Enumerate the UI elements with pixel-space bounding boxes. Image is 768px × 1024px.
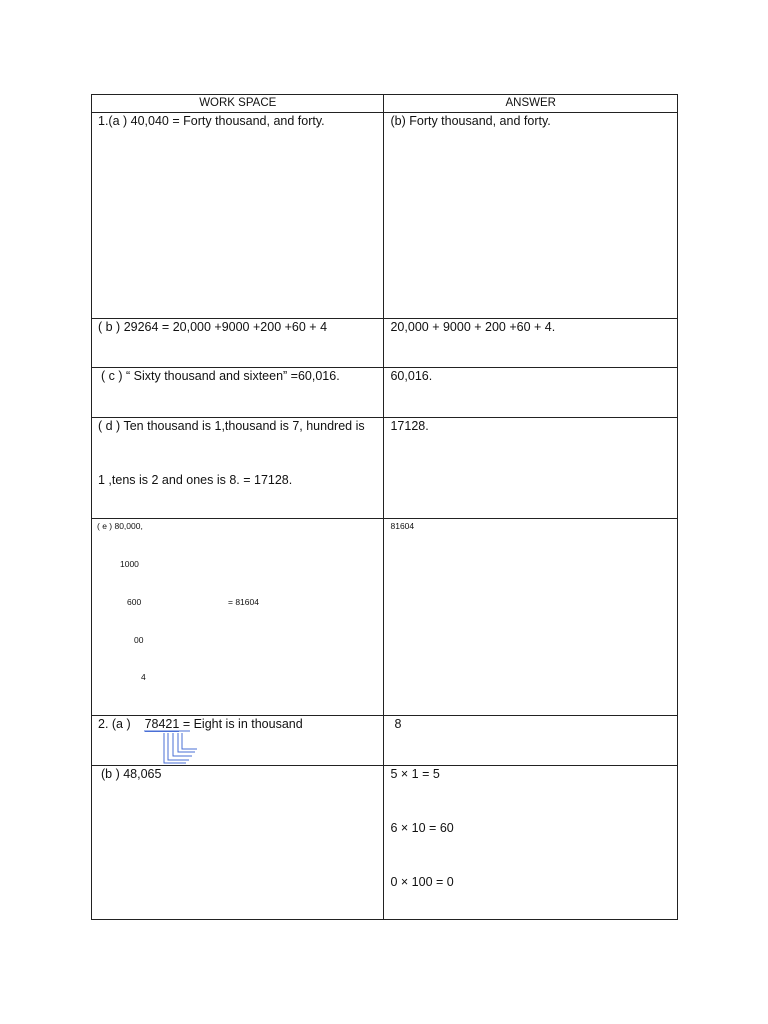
answer-text-1b: 20,000 + 9000 + 200 +60 + 4. — [390, 320, 556, 334]
table-row — [92, 716, 678, 766]
table-row — [92, 319, 678, 368]
answer-text-1c: 60,016. — [390, 369, 433, 383]
table-row — [92, 368, 678, 418]
work-text-1c: ( c ) “ Sixty thousand and sixteen” =60,016. — [101, 369, 340, 383]
answer-cell-1a — [384, 113, 678, 319]
answer-text-2a: 8 — [394, 717, 402, 731]
work-text-1e-line: 600 — [127, 597, 142, 607]
answer-text-2b-line: 0 × 100 = 0 — [390, 875, 454, 889]
worksheet-table — [91, 94, 678, 920]
table-row — [92, 113, 678, 319]
work-text-2a-number: 78421 — [144, 717, 180, 731]
work-cell-2a — [92, 716, 384, 766]
table-row — [92, 418, 678, 519]
answer-cell-1b — [384, 319, 678, 368]
answer-text-2b-line: 6 × 10 = 60 — [390, 821, 454, 835]
work-cell-1b — [92, 319, 384, 368]
work-text-1b: ( b ) 29264 = 20,000 +9000 +200 +60 + 4 — [98, 320, 328, 334]
work-cell-1d — [92, 418, 384, 519]
answer-cell-2b — [384, 766, 678, 920]
answer-cell-2a — [384, 716, 678, 766]
answer-text-1d: 17128. — [390, 419, 429, 433]
worksheet — [91, 94, 678, 920]
answer-header: ANSWER — [384, 95, 678, 113]
work-text-2a-prefix: 2. (a ) — [98, 717, 131, 731]
work-text-2b: (b ) 48,065 — [101, 767, 162, 781]
answer-cell-1c — [384, 368, 678, 418]
place-value-bracket-icon — [92, 716, 212, 766]
work-cell-1a — [92, 113, 384, 319]
work-space-header: WORK SPACE — [92, 95, 384, 113]
work-text-1d-line2: 1 ,tens is 2 and ones is 8. = 17128. — [98, 473, 293, 487]
answer-cell-1e — [384, 519, 678, 716]
work-cell-1c — [92, 368, 384, 418]
work-cell-2b — [92, 766, 384, 920]
work-text-1d-line1: ( d ) Ten thousand is 1,thousand is 7, hundred is — [98, 419, 365, 433]
header-row — [92, 95, 678, 113]
answer-text-2b-line: 5 × 1 = 5 — [390, 767, 440, 781]
work-cell-1e — [92, 519, 384, 716]
table-row — [92, 519, 678, 716]
work-text-1e-result: = 81604 — [228, 597, 259, 607]
answer-text-1a: (b) Forty thousand, and forty. — [390, 114, 551, 128]
table-row — [92, 766, 678, 920]
work-text-1e-line: 4 — [141, 672, 146, 682]
work-text-1e-label: ( e ) 80,000, — [97, 521, 143, 531]
work-text-1e-line: 00 — [134, 635, 144, 645]
answer-cell-1d — [384, 418, 678, 519]
answer-text-1e: 81604 — [390, 521, 415, 531]
work-text-1e-line: 1000 — [120, 559, 139, 569]
work-text-2a-rest: = Eight is in thousand — [182, 717, 303, 731]
work-text-1a: 1.(a ) 40,040 = Forty thousand, and forty. — [98, 114, 325, 128]
